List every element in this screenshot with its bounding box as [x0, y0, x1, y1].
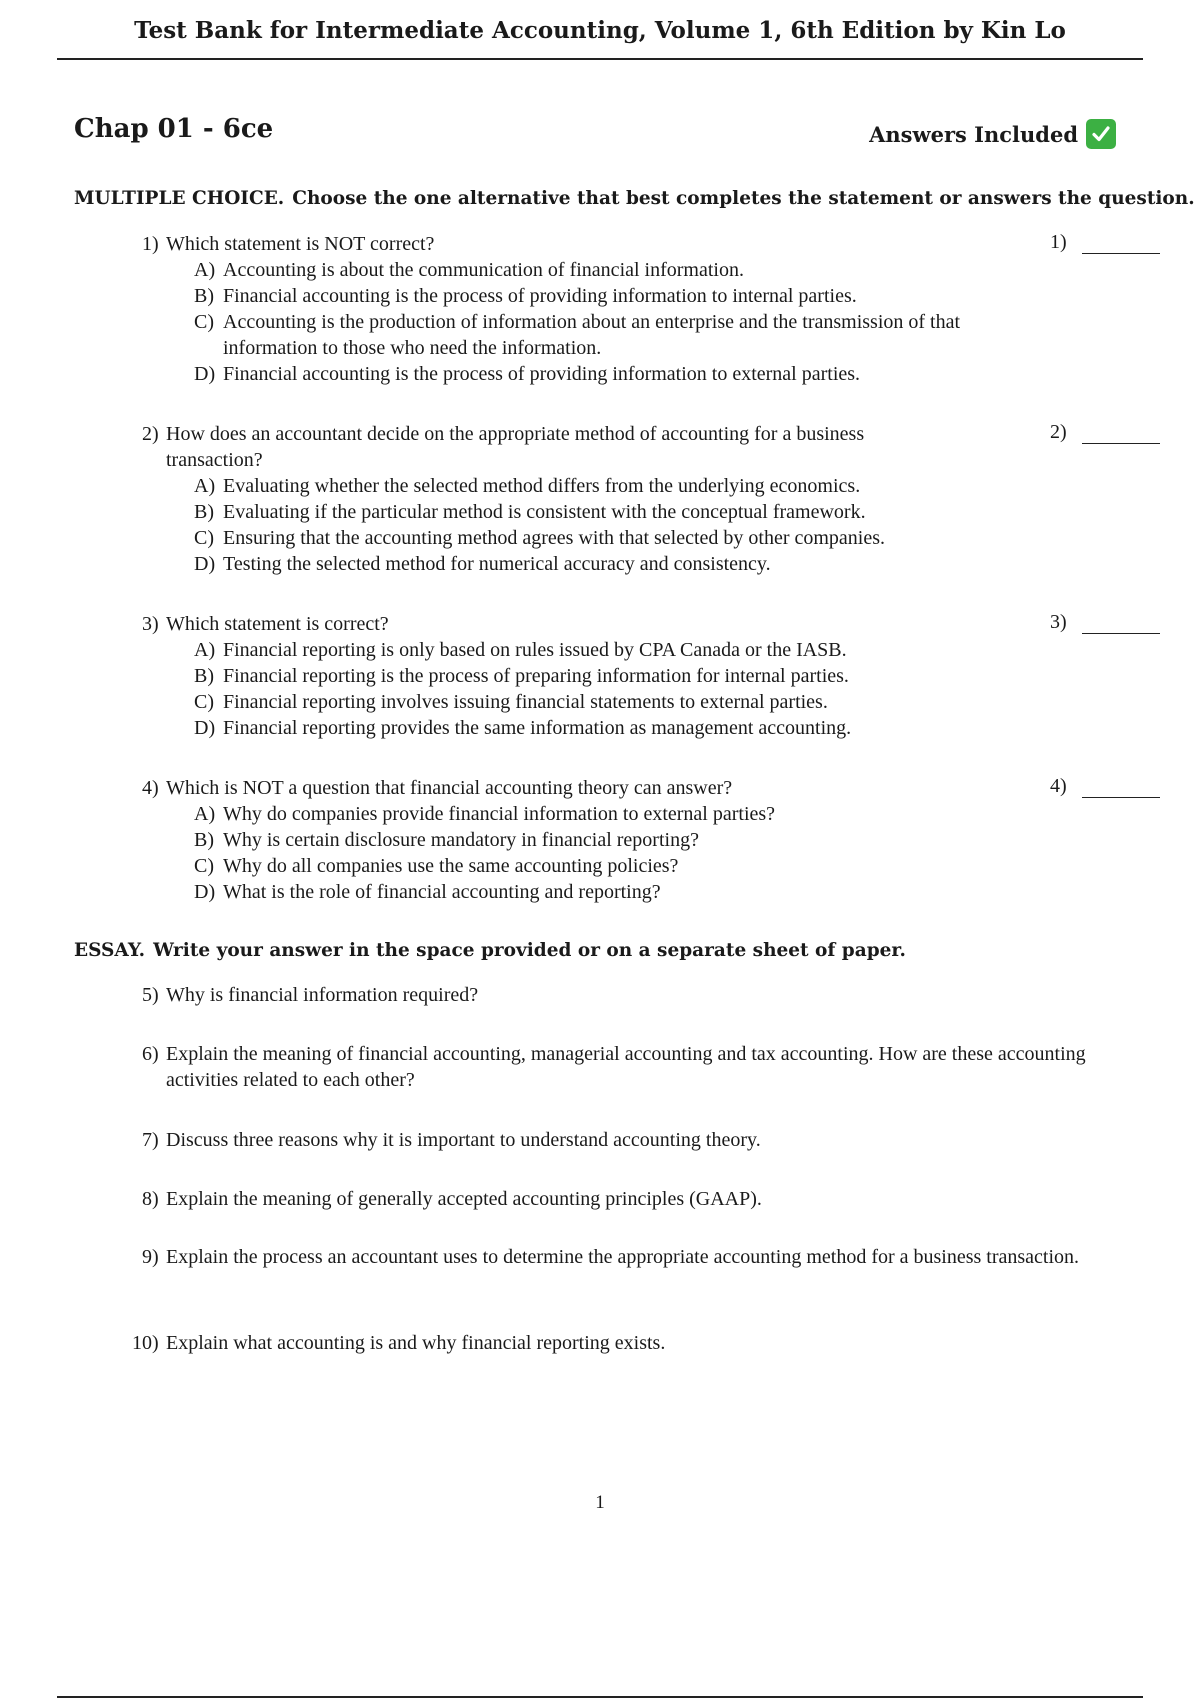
answers-included-label — [869, 119, 1116, 149]
check-mark-icon — [1086, 119, 1116, 149]
choice-letter: D) — [194, 363, 216, 385]
choice-letter: D) — [194, 553, 216, 575]
chapter-title: Chap 01 - 6ce — [74, 114, 274, 144]
document-header: Test Bank for Intermediate Accounting, Volume 1, 6th Edition by Kin Lo — [57, 14, 1143, 60]
answers-included-text: Answers Included — [869, 121, 1078, 147]
answer-slot-number: 4) — [1050, 775, 1067, 797]
answer-blank-3[interactable] — [1050, 611, 1162, 637]
choice-text: What is the role of financial accounting and reporting? — [223, 881, 661, 903]
footer-divider — [57, 1696, 1143, 1698]
choice-a — [142, 801, 1092, 827]
question-number: 8) — [142, 1188, 159, 1210]
question-number: 9) — [142, 1246, 159, 1268]
question-4 — [142, 775, 1092, 905]
choice-letter: B) — [194, 829, 214, 851]
essay-question-6 — [142, 1041, 1102, 1093]
answer-blank-4[interactable] — [1050, 775, 1162, 801]
choice-text: Ensuring that the accounting method agrees with that selected by other companies. — [223, 527, 886, 549]
choice-text: Financial reporting involves issuing financial statements to external parties. — [223, 691, 828, 713]
choice-c — [142, 309, 1092, 361]
choice-b — [142, 827, 1092, 853]
choice-letter: B) — [194, 285, 214, 307]
question-2 — [142, 421, 1092, 577]
page-number: 1 — [595, 1492, 605, 1513]
question-text: Discuss three reasons why it is important to understand accounting theory. — [166, 1129, 761, 1151]
choice-text: Why is certain disclosure mandatory in financial reporting? — [223, 829, 699, 851]
choice-text: Financial reporting is the process of preparing information for internal parties. — [223, 665, 849, 687]
answer-blank-1[interactable] — [1050, 231, 1162, 257]
answer-line — [1082, 443, 1160, 444]
choice-b — [142, 663, 1092, 689]
choice-d — [142, 879, 1092, 905]
choice-text: Why do companies provide financial information to external parties? — [223, 803, 776, 825]
choice-text: Why do all companies use the same accounting policies? — [223, 855, 679, 877]
question-text: Explain the process an accountant uses to determine the appropriate accounting method for a business transaction. — [166, 1246, 1080, 1268]
question-number: 1) — [142, 233, 159, 255]
choice-a — [142, 637, 1092, 663]
choice-d — [142, 715, 1092, 741]
choice-text: Evaluating if the particular method is consistent with the conceptual framework. — [223, 501, 866, 523]
choice-a — [142, 257, 1092, 283]
choice-letter: A) — [194, 259, 216, 281]
multiple-choice-instruction — [74, 188, 1195, 209]
choice-c — [142, 853, 1092, 879]
question-number: 2) — [142, 423, 159, 445]
question-number: 5) — [142, 984, 159, 1006]
essay-question-9 — [142, 1244, 1102, 1270]
answer-slot-number: 1) — [1050, 231, 1067, 253]
essay-question-8 — [142, 1186, 1102, 1212]
question-text: Explain the meaning of generally accepted accounting principles (GAAP). — [166, 1188, 762, 1210]
essay-question-5 — [142, 982, 1102, 1008]
section-lead: MULTIPLE CHOICE. — [74, 188, 285, 209]
choice-letter: B) — [194, 665, 214, 687]
choice-text: Financial reporting provides the same information as management accounting. — [223, 717, 852, 739]
choice-letter: C) — [194, 311, 214, 333]
answer-line — [1082, 633, 1160, 634]
answer-slot-number: 2) — [1050, 421, 1067, 443]
choice-c — [142, 689, 1092, 715]
section-instruction-text: Choose the one alternative that best completes the statement or answers the question. — [292, 188, 1195, 209]
choice-letter: D) — [194, 717, 216, 739]
choice-c — [142, 525, 1092, 551]
choice-b — [142, 499, 1092, 525]
choice-text: Financial accounting is the process of providing information to internal parties. — [223, 285, 857, 307]
answer-blank-2[interactable] — [1050, 421, 1162, 447]
choice-d — [142, 551, 1092, 577]
choice-text: Financial reporting is only based on rules issued by CPA Canada or the IASB. — [223, 639, 847, 661]
question-number: 4) — [142, 777, 159, 799]
question-stem: Which is NOT a question that financial accounting theory can answer? — [166, 777, 733, 799]
answer-slot-number: 3) — [1050, 611, 1067, 633]
choice-letter: A) — [194, 639, 216, 661]
choice-a — [142, 473, 1092, 499]
question-1 — [142, 231, 1092, 387]
choice-letter: B) — [194, 501, 214, 523]
essay-question-7 — [142, 1127, 1102, 1153]
essay-instruction — [74, 940, 906, 961]
choice-letter: C) — [194, 691, 214, 713]
choice-letter: A) — [194, 803, 216, 825]
question-number: 6) — [142, 1043, 159, 1065]
question-stem: Which statement is correct? — [166, 613, 389, 635]
section-lead: ESSAY. — [74, 940, 146, 961]
answer-line — [1082, 253, 1160, 254]
question-3 — [142, 611, 1092, 741]
question-stem: Which statement is NOT correct? — [166, 233, 435, 255]
question-stem: How does an accountant decide on the appropriate method of accounting for a business transaction? — [166, 423, 865, 471]
choice-letter: C) — [194, 527, 214, 549]
choice-text: Evaluating whether the selected method differs from the underlying economics. — [223, 475, 861, 497]
choice-letter: C) — [194, 855, 214, 877]
question-text: Why is financial information required? — [166, 984, 479, 1006]
section-instruction-text: Write your answer in the space provided or on a separate sheet of paper. — [153, 940, 906, 961]
question-number: 10) — [132, 1332, 159, 1354]
question-text: Explain what accounting is and why financial reporting exists. — [166, 1332, 666, 1354]
choice-text: Accounting is about the communication of financial information. — [223, 259, 744, 281]
choice-letter: D) — [194, 881, 216, 903]
choice-text: Accounting is the production of information about an enterprise and the transmission of that information to those who need the information. — [223, 311, 961, 359]
answer-line — [1082, 797, 1160, 798]
question-number: 7) — [142, 1129, 159, 1151]
choice-text: Testing the selected method for numerical accuracy and consistency. — [223, 553, 771, 575]
choice-text: Financial accounting is the process of providing information to external parties. — [223, 363, 861, 385]
question-number: 3) — [142, 613, 159, 635]
question-text: Explain the meaning of financial accounting, managerial accounting and tax accounting. How are these accounting activities related to each other? — [166, 1043, 1086, 1091]
choice-b — [142, 283, 1092, 309]
choice-d — [142, 361, 1092, 387]
choice-letter: A) — [194, 475, 216, 497]
essay-question-10 — [132, 1330, 1102, 1356]
